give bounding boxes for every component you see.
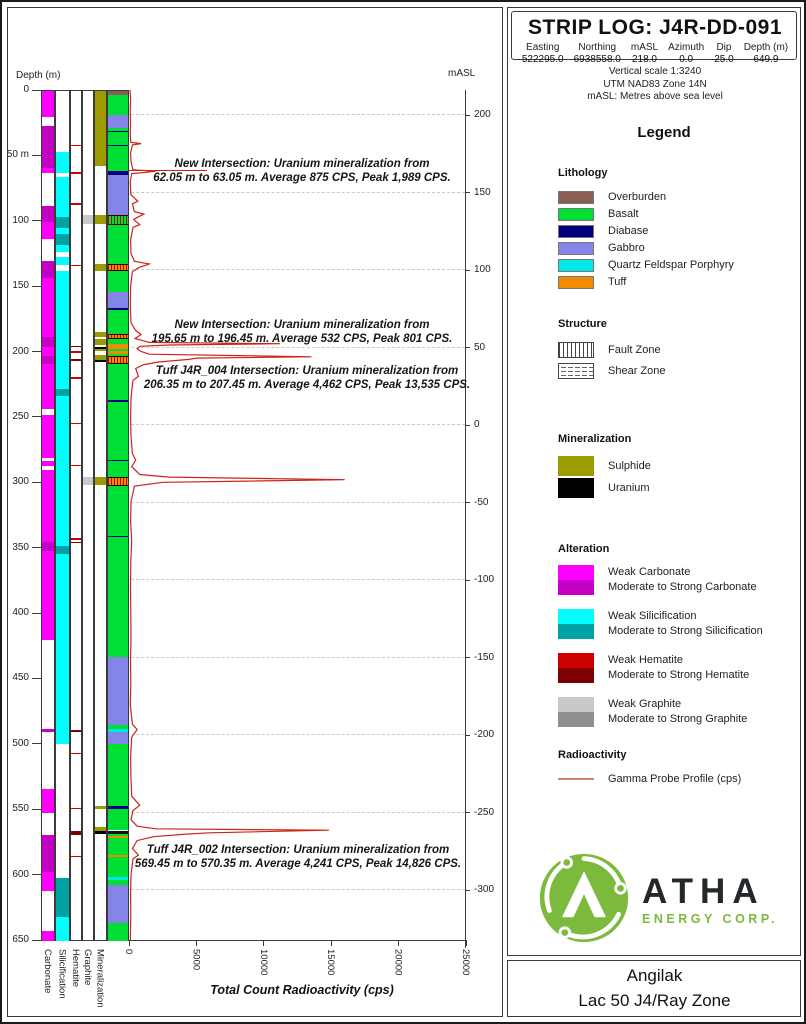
graphite-interval: [83, 215, 93, 224]
xaxis-tick-label: 0: [123, 949, 134, 955]
carbonate-interval: [42, 542, 54, 551]
alteration-swatch: [558, 697, 594, 727]
atha-logo-icon: [536, 850, 632, 951]
lithology-interval: [108, 271, 128, 292]
masl-tick: [465, 657, 470, 658]
lithology-interval: [108, 115, 128, 128]
mineralization-interval: [95, 831, 106, 834]
masl-tick: [465, 347, 470, 348]
lithology-interval: [108, 537, 128, 657]
collar-field: [663, 42, 709, 65]
alteration-labels: [608, 565, 757, 595]
lithology-interval: [108, 657, 128, 725]
collar-field-label: Depth (m): [743, 42, 789, 53]
depth-tick-label: 300: [12, 476, 29, 488]
scale-note-line: UTM NAD83 Zone 14N: [603, 78, 707, 90]
masl-tick: [465, 735, 470, 736]
depth-tick: [32, 90, 41, 91]
track-label-mineralization: Mineralization: [94, 949, 106, 1008]
annotation-line: Tuff J4R_004 Intersection: Uranium mineralization from: [155, 365, 459, 377]
hematite-interval: [71, 359, 81, 361]
legend-title: Legend: [637, 124, 691, 141]
silicification-interval: [56, 271, 69, 389]
mineralization-interval: [95, 91, 106, 166]
alteration-labels: [608, 653, 749, 683]
legend-lithology: [558, 167, 798, 290]
collar-fields: [512, 42, 798, 65]
xaxis-tick: [466, 940, 467, 946]
lithology-interval: [108, 215, 128, 225]
track-label-carbonate: Carbonate: [42, 949, 53, 994]
silicification-interval: [56, 396, 69, 546]
track-hematite: [70, 90, 82, 941]
annotation-line: 62.05 m to 63.05 m. Average 875 CPS, Peak 1,989 CPS.: [153, 172, 451, 184]
depth-axis-label: Depth (m): [16, 70, 61, 81]
depth-tick: [32, 678, 41, 679]
carbonate-interval: [42, 168, 54, 173]
alteration-swatch-weak: [558, 565, 594, 580]
lithology-label: Basalt: [608, 208, 639, 220]
structure-label: Shear Zone: [608, 365, 666, 377]
masl-tick-label: -150: [474, 651, 495, 663]
annotation-line: Tuff J4R_002 Intersection: Uranium mineralization from: [146, 844, 450, 856]
lithology-label: Diabase: [608, 225, 649, 237]
intersection-annotation-3: [127, 364, 487, 392]
depth-tick-label: 200: [12, 345, 29, 357]
legend-alteration: [558, 543, 798, 727]
carbonate-interval: [42, 415, 54, 458]
silicification-interval: [56, 917, 69, 941]
alteration-strong-label: Moderate to Strong Carbonate: [608, 581, 757, 593]
depth-tick-label: 350: [12, 541, 29, 553]
legend-item-lithology: [558, 274, 798, 290]
alteration-swatch: [558, 609, 594, 639]
collar-field-value: 522295.0: [521, 54, 564, 65]
alteration-swatch-strong: [558, 580, 594, 595]
lithology-interval: [108, 356, 128, 364]
collar-field-label: Northing: [578, 42, 617, 53]
lithology-interval: [108, 477, 128, 486]
depth-tick: [32, 482, 41, 483]
annotation-line: New Intersection: Uranium mineralization from: [174, 158, 430, 170]
silicification-interval: [56, 257, 69, 265]
masl-tick: [465, 115, 470, 116]
lithology-interval: [108, 264, 128, 272]
scale-note-line: Vertical scale 1:3240: [608, 66, 702, 77]
silicification-interval: [56, 389, 69, 396]
depth-tick: [32, 940, 41, 941]
lithology-interval: [108, 744, 128, 807]
alteration-strong-label: Moderate to Strong Graphite: [608, 713, 748, 725]
legend-mineralization-heading: Mineralization: [558, 433, 632, 445]
legend-item-lithology: [558, 206, 798, 222]
depth-tick-label: 50 m: [6, 149, 29, 161]
atha-subtitle: ENERGY CORP.: [642, 912, 779, 926]
lithology-interval: [108, 809, 128, 831]
masl-tick-label: 200: [474, 109, 491, 120]
lithology-interval: [108, 402, 128, 460]
depth-tick-label: 150: [12, 280, 29, 292]
fault-zone-overlay: [108, 215, 128, 225]
carbonate-interval: [42, 551, 54, 640]
hematite-interval: [71, 808, 81, 809]
xaxis-tick-label: 15000: [325, 949, 337, 976]
legend-item-structure: [558, 361, 798, 381]
collar-field-value: 0.0: [679, 54, 694, 65]
lithology-label: Tuff: [608, 276, 627, 288]
legend-mineralization: [558, 433, 798, 499]
carbonate-interval: [42, 337, 54, 347]
track-lithology: [107, 90, 129, 941]
xaxis-tick: [263, 940, 264, 946]
legend-item-structure: [558, 340, 798, 360]
masl-tick-label: -300: [474, 884, 495, 895]
xaxis-tick: [196, 940, 197, 946]
zone-name: Lac 50 J4/Ray Zone: [578, 991, 731, 1010]
masl-tick-label: -250: [474, 806, 495, 818]
depth-tick-label: 250: [12, 410, 29, 422]
legend-item-lithology: [558, 240, 798, 256]
carbonate-interval: [42, 470, 54, 542]
track-label-graphite: Graphite: [82, 949, 93, 986]
hematite-interval: [71, 145, 81, 146]
hematite-interval: [71, 753, 81, 754]
structure-swatch: [558, 363, 594, 379]
graphite-interval: [83, 477, 93, 485]
lithology-swatch: [558, 225, 594, 238]
carbonate-interval: [42, 278, 54, 337]
masl-tick-label: 50: [474, 341, 486, 353]
carbonate-interval: [42, 347, 54, 356]
xaxis-tick: [331, 940, 332, 946]
legend-alteration-heading: Alteration: [558, 543, 610, 555]
mineralization-interval: [95, 332, 106, 337]
atha-brand: ATHA: [642, 872, 765, 911]
lithology-swatch: [558, 208, 594, 221]
hematite-interval: [71, 856, 81, 857]
mineralization-interval: [95, 339, 106, 344]
lithology-swatch: [558, 259, 594, 272]
silicification-interval: [56, 177, 69, 216]
legend-radioactivity: [558, 749, 798, 787]
lithology-interval: [108, 225, 128, 264]
masl-tick-label: 0: [474, 419, 480, 430]
depth-tick: [32, 155, 41, 156]
xaxis-title: Total Count Radioactivity (cps): [210, 983, 394, 997]
collar-field-label: Easting: [526, 42, 560, 53]
lithology-interval: [108, 486, 128, 536]
hematite-interval: [71, 423, 81, 424]
track-carbonate: [41, 90, 55, 941]
alteration-labels: [608, 609, 763, 639]
lithology-interval: [108, 732, 128, 744]
masl-tick-label: 150: [474, 186, 491, 198]
collar-field: [569, 42, 626, 65]
depth-tick-label: 450: [12, 672, 29, 684]
hematite-interval: [71, 730, 81, 731]
collar-field-value: 649.9: [753, 54, 779, 65]
xaxis-tick-label: 5000: [190, 949, 202, 971]
silicification-interval: [56, 217, 69, 229]
collar-field: [517, 42, 569, 65]
legend-item-alteration: [558, 653, 798, 683]
depth-tick-label: 0: [23, 84, 29, 95]
carbonate-interval: [42, 91, 54, 117]
masl-axis-line: [465, 90, 466, 948]
project-name: Angilak: [626, 966, 683, 985]
silicification-interval: [56, 152, 69, 173]
lithology-swatch: [558, 191, 594, 204]
intersection-annotation-1: [122, 157, 482, 185]
carbonate-interval: [42, 126, 54, 168]
track-mineralization: [94, 90, 107, 941]
mineralization-interval: [95, 215, 106, 224]
legend-item-radioactivity: [558, 771, 798, 787]
carbonate-interval: [42, 729, 54, 732]
masl-tick: [465, 890, 470, 891]
carbonate-interval: [42, 461, 54, 466]
alteration-labels: [608, 697, 747, 727]
xaxis-tick: [398, 940, 399, 946]
hematite-interval: [71, 346, 81, 347]
carbonate-interval: [42, 222, 54, 239]
xaxis-line: [129, 940, 467, 941]
depth-tick-label: 650: [12, 934, 29, 945]
legend-item-alteration: [558, 609, 798, 639]
masl-tick-label: -100: [474, 574, 495, 585]
fault-zone-overlay: [108, 477, 128, 486]
mineralization-interval: [95, 264, 106, 272]
legend-item-lithology: [558, 257, 798, 273]
hematite-interval: [71, 203, 81, 204]
hematite-interval: [71, 538, 81, 540]
depth-tick: [32, 743, 41, 744]
hematite-interval: [71, 831, 81, 836]
silicification-interval: [56, 878, 69, 917]
intersection-annotation-4: [118, 843, 478, 871]
collar-field-value: 218.0: [631, 54, 657, 65]
alteration-weak-label: Weak Silicification: [608, 610, 697, 622]
mineralization-interval: [95, 349, 106, 352]
masl-tick: [465, 425, 470, 426]
depth-tick-label: 550: [12, 803, 29, 815]
depth-tick: [32, 809, 41, 810]
collar-field-label: Azimuth: [668, 42, 705, 53]
legend: [558, 124, 798, 815]
annotation-line: 569.45 m to 570.35 m. Average 4,241 CPS, Peak 14,826 CPS.: [134, 858, 462, 870]
mineralization-interval: [95, 360, 106, 362]
mineralization-swatch: [558, 478, 594, 498]
depth-tick: [32, 286, 41, 287]
carbonate-interval: [42, 872, 54, 892]
legend-item-mineralization: [558, 455, 798, 477]
annotation-line: 206.35 m to 207.45 m. Average 4,462 CPS, Peak 13,535 CPS.: [143, 379, 471, 391]
lithology-interval: [108, 364, 128, 399]
structure-label: Fault Zone: [608, 344, 661, 356]
fault-zone-overlay: [108, 356, 128, 364]
alteration-strong-label: Moderate to Strong Silicification: [608, 625, 763, 637]
xaxis-tick: [129, 940, 130, 946]
lithology-swatch: [558, 276, 594, 289]
silicification-interval: [56, 546, 69, 554]
mineralization-label: Uranium: [608, 482, 650, 494]
hematite-interval: [71, 172, 81, 174]
collar-field: [739, 42, 793, 65]
carbonate-interval: [42, 261, 54, 278]
depth-tick: [32, 220, 41, 221]
alteration-swatch-weak: [558, 653, 594, 668]
carbonate-interval: [42, 206, 54, 222]
track-label-silicification: Silicification: [56, 949, 68, 999]
collar-field: [709, 42, 738, 65]
mineralization-interval: [95, 806, 106, 809]
alteration-swatch: [558, 653, 594, 683]
alteration-swatch-strong: [558, 712, 594, 727]
silicification-interval: [56, 245, 69, 252]
carbonate-interval: [42, 364, 54, 408]
alteration-weak-label: Weak Hematite: [608, 654, 683, 666]
carbonate-interval: [42, 931, 54, 941]
carbonate-interval: [42, 835, 54, 872]
radioactivity-label: Gamma Probe Profile (cps): [608, 773, 742, 785]
lithology-interval: [108, 923, 128, 941]
lithology-swatch: [558, 242, 594, 255]
hematite-interval: [71, 351, 81, 352]
masl-tick-label: 100: [474, 264, 491, 275]
collar-field-label: mASL: [630, 42, 659, 53]
alteration-swatch-weak: [558, 697, 594, 712]
annotation-line: New Intersection: Uranium mineralization from: [174, 319, 430, 331]
mineralization-label: Sulphide: [608, 460, 651, 472]
legend-radioactivity-heading: Radioactivity: [558, 749, 627, 761]
legend-lithology-heading: Lithology: [558, 167, 608, 179]
depth-tick-label: 100: [12, 214, 29, 226]
depth-tick-label: 500: [12, 737, 29, 749]
lithology-interval: [108, 132, 128, 144]
atha-logo-text: [642, 874, 778, 926]
lithology-label: Quartz Feldspar Porphyry: [608, 259, 734, 271]
page-title: STRIP LOG: J4R-DD-091: [528, 16, 782, 39]
lithology-label: Gabbro: [608, 242, 645, 254]
hematite-interval: [71, 265, 81, 266]
xaxis-tick-label: 10000: [257, 949, 269, 976]
hematite-interval: [71, 465, 81, 466]
lithology-interval: [108, 885, 128, 923]
lithology-label: Overburden: [608, 191, 667, 203]
atha-logo: [536, 850, 796, 950]
alteration-weak-label: Weak Graphite: [608, 698, 682, 710]
annotation-line: 195.65 m to 196.45 m. Average 532 CPS, Peak 801 CPS.: [151, 333, 453, 345]
carbonate-interval: [42, 356, 54, 364]
carbonate-interval: [42, 789, 54, 813]
track-silicification: [55, 90, 70, 941]
collar-field-value: 6938558.0: [573, 54, 621, 65]
depth-tick: [32, 547, 41, 548]
intersection-annotation-2: [122, 318, 482, 346]
alteration-swatch-weak: [558, 609, 594, 624]
alteration-swatch: [558, 565, 594, 595]
depth-tick-label: 600: [12, 868, 29, 880]
legend-item-mineralization: [558, 477, 798, 499]
depth-tick: [32, 416, 41, 417]
mineralization-swatch: [558, 456, 594, 476]
legend-item-alteration: [558, 565, 798, 595]
masl-axis-label: mASL: [448, 68, 476, 79]
masl-tick-label: -50: [474, 496, 489, 508]
scale-notes: [510, 66, 800, 104]
alteration-weak-label: Weak Carbonate: [608, 566, 691, 578]
fault-zone-overlay: [108, 264, 128, 272]
depth-tick: [32, 874, 41, 875]
legend-item-alteration: [558, 697, 798, 727]
legend-item-lithology: [558, 189, 798, 205]
legend-structure: [558, 318, 798, 381]
depth-tick-label: 400: [12, 607, 29, 619]
silicification-interval: [56, 554, 69, 744]
alteration-swatch-strong: [558, 624, 594, 639]
hematite-interval: [71, 377, 81, 378]
alteration-strong-label: Moderate to Strong Hematite: [608, 669, 750, 681]
xaxis-tick-label: 25000: [460, 949, 471, 976]
masl-tick: [465, 812, 470, 813]
silicification-interval: [56, 234, 69, 246]
legend-item-lithology: [558, 223, 798, 239]
lithology-interval: [108, 461, 128, 477]
structure-swatch: [558, 342, 594, 358]
collar-field-value: 25.0: [714, 54, 734, 65]
collar-field-label: Dip: [716, 42, 732, 53]
masl-tick: [465, 192, 470, 193]
alteration-swatch-strong: [558, 668, 594, 683]
lithology-interval: [108, 95, 128, 115]
legend-structure-heading: Structure: [558, 318, 607, 330]
masl-tick: [465, 270, 470, 271]
collar-field: [626, 42, 663, 65]
hematite-interval: [71, 542, 81, 543]
depth-tick: [32, 613, 41, 614]
masl-tick: [465, 502, 470, 503]
lithology-interval: [108, 292, 128, 308]
mineralization-interval: [95, 477, 106, 485]
depth-tick: [32, 351, 41, 352]
track-label-hematite: Hematite: [70, 949, 81, 988]
xaxis-tick-label: 20000: [392, 949, 404, 976]
track-graphite: [82, 90, 94, 941]
masl-tick-label: -200: [474, 729, 495, 740]
gamma-line-swatch: [558, 778, 594, 780]
scale-note-line: mASL: Metres above sea level: [587, 91, 723, 102]
masl-tick: [465, 580, 470, 581]
